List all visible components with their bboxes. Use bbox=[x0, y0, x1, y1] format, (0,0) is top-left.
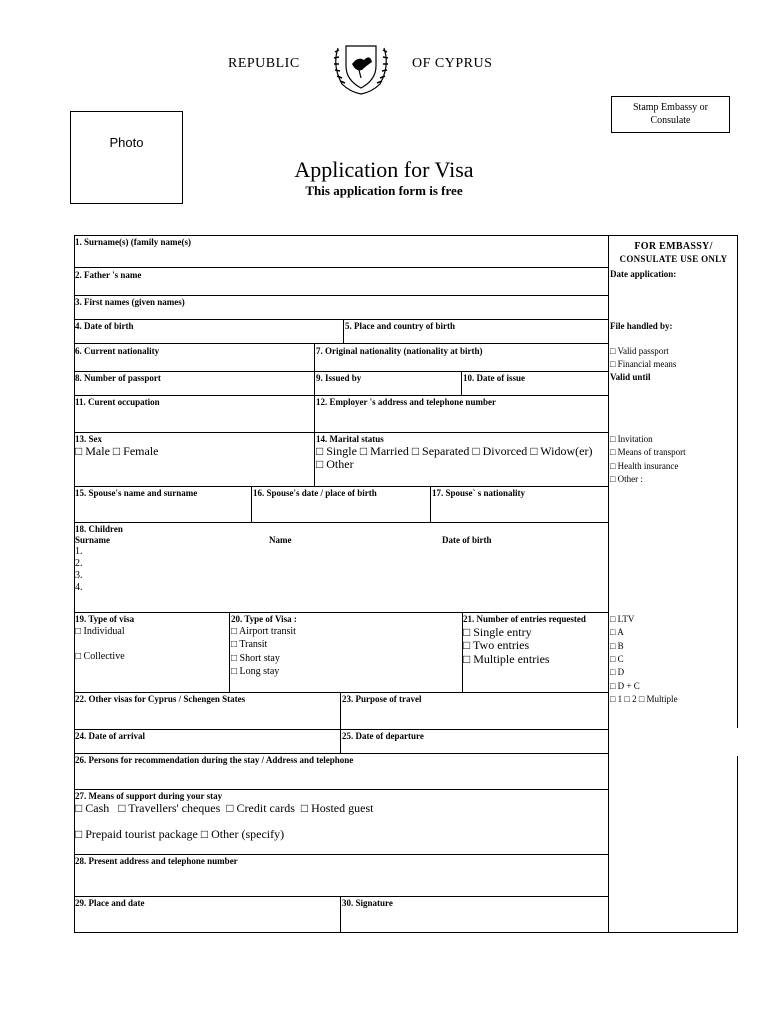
field-type-of-visa-2: 20. Type of Visa : bbox=[231, 614, 297, 624]
children-name-header: Name bbox=[269, 535, 292, 545]
embassy-invitation[interactable]: □ Invitation bbox=[610, 434, 653, 444]
embassy-valid-passport[interactable]: □ Valid passport bbox=[610, 346, 669, 356]
embassy-visa-b[interactable]: □ B bbox=[610, 641, 624, 651]
support-options-2[interactable]: □ Prepaid tourist package □ Other (specify) bbox=[75, 827, 285, 841]
marital-other-option[interactable]: □ Other bbox=[316, 457, 354, 471]
entries-option[interactable]: □ Two entries bbox=[463, 638, 530, 652]
child-row[interactable]: 1. bbox=[75, 546, 83, 557]
child-row[interactable]: 2. bbox=[75, 558, 83, 569]
embassy-heading-line: FOR EMBASSY/ bbox=[634, 241, 713, 252]
field-marital-status: 14. Marital status bbox=[316, 434, 384, 444]
field-employer-address[interactable]: 12. Employer 's address and telephone number bbox=[316, 397, 496, 407]
visa-type-option[interactable]: □ Transit bbox=[231, 639, 268, 650]
embassy-file-handled: File handled by: bbox=[610, 321, 673, 331]
visa-individual-option[interactable]: □ Individual bbox=[75, 626, 125, 637]
field-means-of-support: 27. Means of support during your stay bbox=[75, 791, 223, 801]
field-spouse-name[interactable]: 15. Spouse's name and surname bbox=[75, 488, 198, 498]
field-fathers-name[interactable]: 2. Father 's name bbox=[75, 270, 142, 280]
embassy-ltv[interactable]: □ LTV bbox=[610, 614, 635, 624]
embassy-heading-line: CONSULATE USE ONLY bbox=[619, 254, 728, 264]
embassy-entries[interactable]: □ 1 □ 2 □ Multiple bbox=[610, 694, 678, 704]
field-present-address[interactable]: 28. Present address and telephone number bbox=[75, 856, 238, 866]
field-other-visas[interactable]: 22. Other visas for Cyprus / Schengen States bbox=[75, 694, 246, 704]
embassy-valid-until: Valid until bbox=[610, 372, 651, 382]
children-dob-header: Date of birth bbox=[442, 535, 492, 545]
page-title: Application for Visa bbox=[294, 157, 474, 182]
field-place-of-birth[interactable]: 5. Place and country of birth bbox=[345, 321, 455, 331]
stamp-box bbox=[611, 96, 730, 133]
embassy-date-application: Date application: bbox=[610, 269, 677, 279]
embassy-financial-means[interactable]: □ Financial means bbox=[610, 359, 677, 369]
field-date-of-departure[interactable]: 25. Date of departure bbox=[342, 731, 424, 741]
page-subtitle: This application form is free bbox=[305, 183, 463, 198]
field-signature[interactable]: 30. Signature bbox=[342, 898, 393, 908]
entries-option[interactable]: □ Multiple entries bbox=[463, 652, 550, 666]
header-of-cyprus: OF CYPRUS bbox=[412, 56, 493, 71]
embassy-visa-c[interactable]: □ C bbox=[610, 654, 624, 664]
field-type-of-visa: 19. Type of visa bbox=[75, 614, 135, 624]
field-date-of-issue[interactable]: 10. Date of issue bbox=[463, 373, 525, 383]
field-place-and-date[interactable]: 29. Place and date bbox=[75, 898, 145, 908]
child-row[interactable]: 3. bbox=[75, 570, 83, 581]
field-occupation[interactable]: 11. Curent occupation bbox=[75, 397, 160, 407]
embassy-health-insurance[interactable]: □ Health insurance bbox=[610, 461, 679, 471]
embassy-visa-d[interactable]: □ D bbox=[610, 667, 625, 677]
field-spouse-dob[interactable]: 16. Spouse's date / place of birth bbox=[253, 488, 377, 498]
field-spouse-nationality[interactable]: 17. Spouse` s nationality bbox=[432, 488, 526, 498]
embassy-panel-heading bbox=[609, 241, 738, 265]
field-children: 18. Children bbox=[75, 524, 123, 534]
embassy-visa-dc[interactable]: □ D + C bbox=[610, 681, 640, 691]
embassy-use-panel bbox=[609, 235, 738, 933]
field-passport-number[interactable]: 8. Number of passport bbox=[75, 373, 161, 383]
field-issued-by[interactable]: 9. Issued by bbox=[316, 373, 362, 383]
sex-options[interactable]: □ Male □ Female bbox=[75, 444, 159, 458]
field-original-nationality[interactable]: 7. Original nationality (nationality at birth) bbox=[316, 346, 483, 356]
entries-option[interactable]: □ Single entry bbox=[463, 625, 532, 639]
support-options-1[interactable]: □ Cash □ Travellers' cheques □ Credit cards □ Hosted guest bbox=[75, 801, 374, 815]
photo-label: Photo bbox=[109, 135, 144, 150]
header-republic: REPUBLIC bbox=[228, 56, 300, 71]
visa-type-option[interactable]: □ Long stay bbox=[231, 666, 280, 677]
embassy-visa-a[interactable]: □ A bbox=[610, 627, 624, 637]
field-number-of-entries: 21. Number of entries requested bbox=[463, 614, 586, 624]
embassy-other[interactable]: □ Other : bbox=[610, 474, 643, 484]
field-sex: 13. Sex bbox=[75, 434, 102, 444]
field-surname[interactable]: 1. Surname(s) (family name(s) bbox=[75, 237, 191, 247]
field-date-of-birth[interactable]: 4. Date of birth bbox=[75, 321, 134, 331]
visa-type-option[interactable]: □ Short stay bbox=[231, 653, 280, 664]
coat-of-arms-icon bbox=[328, 36, 394, 96]
children-surname-header: Surname bbox=[75, 535, 111, 545]
field-persons-recommendation[interactable]: 26. Persons for recommendation during the stay / Address and telephone bbox=[75, 755, 354, 765]
field-current-nationality[interactable]: 6. Current nationality bbox=[75, 346, 160, 356]
visa-type-option[interactable]: □ Airport transit bbox=[231, 626, 296, 637]
marital-options[interactable]: □ Single □ Married □ Separated □ Divorced □ Widow(er) bbox=[316, 444, 593, 458]
field-date-of-arrival[interactable]: 24. Date of arrival bbox=[75, 731, 145, 741]
field-first-names[interactable]: 3. First names (given names) bbox=[75, 297, 185, 307]
visa-collective-option[interactable]: □ Collective bbox=[75, 651, 125, 662]
child-row[interactable]: 4. bbox=[75, 582, 83, 593]
field-purpose-of-travel[interactable]: 23. Purpose of travel bbox=[342, 694, 422, 704]
embassy-transport[interactable]: □ Means of transport bbox=[610, 447, 686, 457]
stamp-line: Consulate bbox=[650, 115, 691, 126]
stamp-line: Stamp Embassy or bbox=[633, 102, 708, 113]
